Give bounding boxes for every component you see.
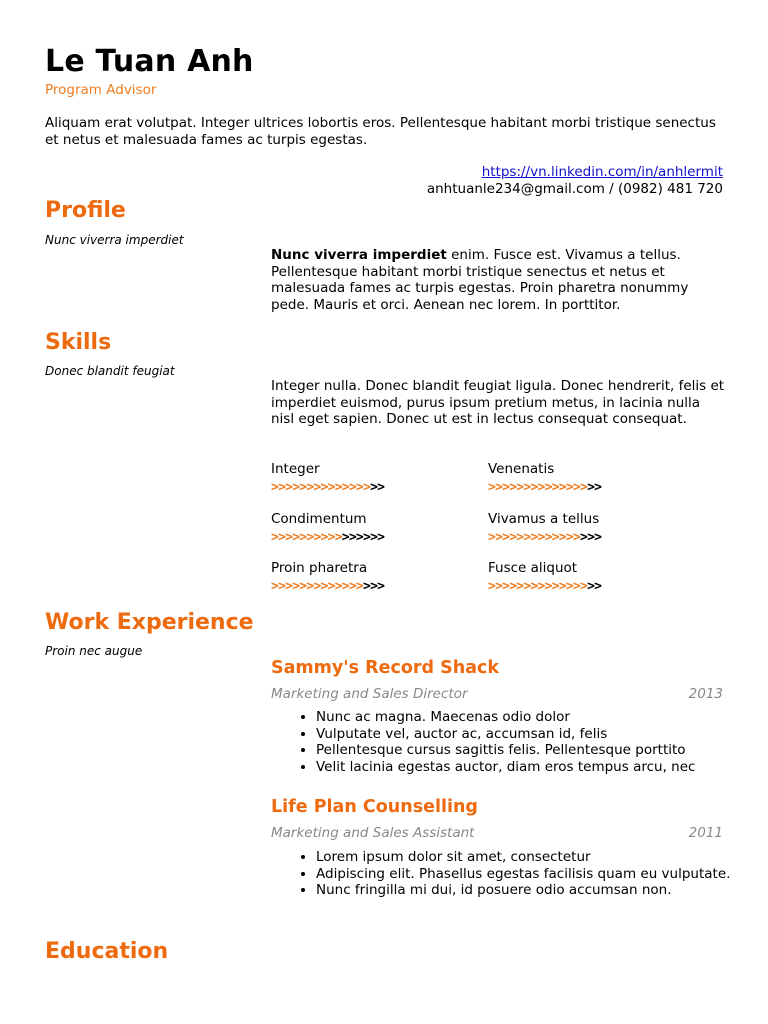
skill-rating-empty: >>>	[363, 579, 385, 594]
skill-rating	[488, 479, 688, 496]
skill-rating-filled: >>>>>>>>>>>>>>	[488, 480, 588, 495]
job-bullets	[271, 849, 768, 899]
linkedin-link[interactable]: https://vn.linkedin.com/in/anhlermit	[481, 164, 723, 180]
skill-rating-empty: >>>>>>	[341, 530, 385, 545]
contact-block	[427, 164, 723, 198]
intro-text: Aliquam erat volutpat. Integer ultrices lobortis eros. Pellentesque habitant morbi tristique senectus et netus et malesuada fames ac turpis egestas.	[45, 115, 716, 148]
candidate-role: Program Advisor	[45, 82, 157, 98]
job-company: Life Plan Counselling	[271, 797, 478, 817]
list-item: • Velit lacinia egestas auctor, diam eros tempus arcu, nec	[316, 759, 768, 776]
skill-label: Integer	[271, 461, 320, 477]
skill-item	[271, 560, 471, 595]
profile-text-bold: Nunc viverra imperdiet	[271, 247, 447, 263]
skill-label: Vivamus a tellus	[488, 511, 600, 527]
skill-item	[488, 461, 688, 496]
skill-rating-empty: >>>	[580, 530, 602, 545]
section-title-experience: Work Experience	[45, 610, 254, 635]
candidate-name: Le Tuan Anh	[45, 44, 254, 79]
skill-rating	[271, 529, 471, 546]
skill-item	[488, 511, 688, 546]
skill-rating	[488, 578, 688, 595]
skill-rating-empty: >>	[370, 480, 385, 495]
skill-rating-empty: >>	[587, 480, 602, 495]
skill-item	[271, 511, 471, 546]
section-subtitle-profile: Nunc viverra imperdiet	[45, 233, 184, 247]
list-item: • Lorem ipsum dolor sit amet, consectetur	[316, 849, 768, 866]
list-item: • Vulputate vel, auctor ac, accumsan id, felis	[316, 726, 768, 743]
email-phone: anhtuanle234@gmail.com / (0982) 481 720	[426, 181, 723, 197]
skill-label: Proin pharetra	[271, 560, 368, 576]
job-meta	[271, 686, 723, 702]
job-position: Marketing and Sales Director	[271, 686, 468, 702]
skill-rating-filled: >>>>>>>>>>>>>>	[271, 480, 371, 495]
section-subtitle-skills: Donec blandit feugiat	[45, 364, 175, 378]
skill-rating-filled: >>>>>>>>>>	[271, 530, 342, 545]
skill-label: Venenatis	[488, 461, 555, 477]
section-subtitle-experience: Proin nec augue	[45, 644, 143, 658]
skill-rating	[271, 578, 471, 595]
skills-text: Integer nulla. Donec blandit feugiat ligula. Donec hendrerit, felis et imperdiet euismod, purus ipsum pretium metus, in lacinia nulla nisl eget sapien. Donec ut est in lectus consequat consequat.	[271, 378, 725, 428]
skill-rating-filled: >>>>>>>>>>>>>	[271, 579, 363, 594]
skill-rating-filled: >>>>>>>>>>>>>>	[488, 579, 588, 594]
list-item: • Nunc fringilla mi dui, id posuere odio accumsan non.	[316, 882, 768, 899]
section-title-skills: Skills	[45, 330, 112, 355]
list-item: • Nunc ac magna. Maecenas odio dolor	[316, 709, 768, 726]
list-item: • Adipiscing elit. Phasellus egestas facilisis quam eu vulputate.	[316, 866, 768, 883]
job-year: 2011	[688, 825, 723, 841]
section-title-education: Education	[45, 939, 169, 964]
job-position: Marketing and Sales Assistant	[271, 825, 475, 841]
skill-rating	[488, 529, 688, 546]
profile-text	[271, 247, 726, 314]
job-bullets	[271, 709, 768, 776]
skill-label: Condimentum	[271, 511, 367, 527]
skill-item	[271, 461, 471, 496]
skill-rating-filled: >>>>>>>>>>>>>	[488, 530, 580, 545]
job-year: 2013	[688, 686, 723, 702]
skill-label: Fusce aliquot	[488, 560, 578, 576]
job-meta	[271, 825, 723, 841]
job-company: Sammy's Record Shack	[271, 658, 500, 678]
skill-rating-empty: >>	[587, 579, 602, 594]
list-item: • Pellentesque cursus sagittis felis. Pellentesque porttito	[316, 742, 768, 759]
section-title-profile: Profile	[45, 198, 126, 223]
skill-rating	[271, 479, 471, 496]
skill-item	[488, 560, 688, 595]
profile-text-rest: enim. Fusce est. Vivamus a tellus. Pellentesque habitant morbi tristique senectus et netus et malesuada fames ac turpis egestas. Proin pharetra nonummy pede. Mauris et orci. Aenean nec lorem. In porttitor.	[271, 247, 689, 314]
